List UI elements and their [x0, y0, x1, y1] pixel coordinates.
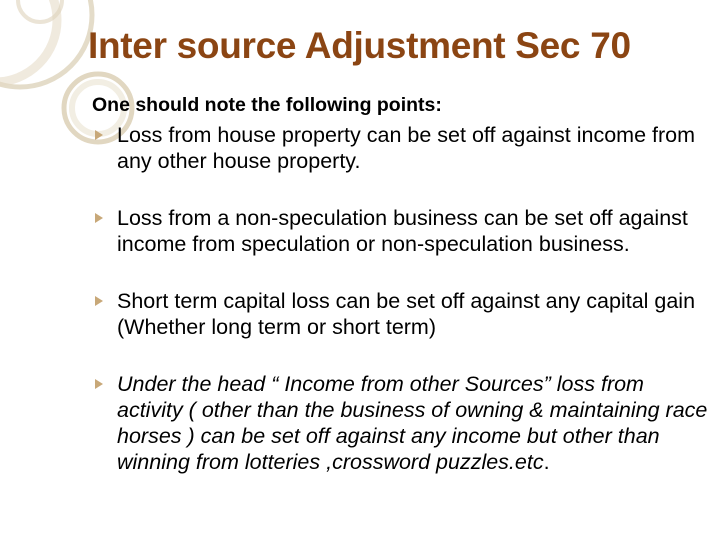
- bullet-suffix: .: [543, 450, 550, 474]
- triangle-bullet-icon: [95, 213, 103, 223]
- bullet-item: [92, 371, 712, 475]
- slide-subtitle: One should note the following points:: [92, 94, 442, 116]
- bullet-item: [92, 122, 712, 174]
- bullet-item: [92, 288, 712, 340]
- triangle-bullet-icon: [95, 296, 103, 306]
- bullet-text: Loss from house property can be set off against income from any other house property.: [117, 123, 696, 173]
- bullet-item: [92, 205, 712, 257]
- triangle-bullet-icon: [95, 379, 103, 389]
- slide-title: Inter source Adjustment Sec 70: [88, 25, 631, 66]
- bullet-list: [92, 122, 712, 475]
- bullet-text: Under the head “ Income from other Sources” loss from activity ( other than the business of owning & maintaining race horses ) can be set off against any income but other than winning from lotteries ,crossword puzzles.etc: [117, 372, 708, 474]
- triangle-bullet-icon: [95, 130, 103, 140]
- bullet-text: Loss from a non-speculation business can be set off against income from speculation or non-speculation business.: [117, 206, 688, 256]
- bullet-text: Short term capital loss can be set off against any capital gain (Whether long term or short term): [117, 289, 696, 339]
